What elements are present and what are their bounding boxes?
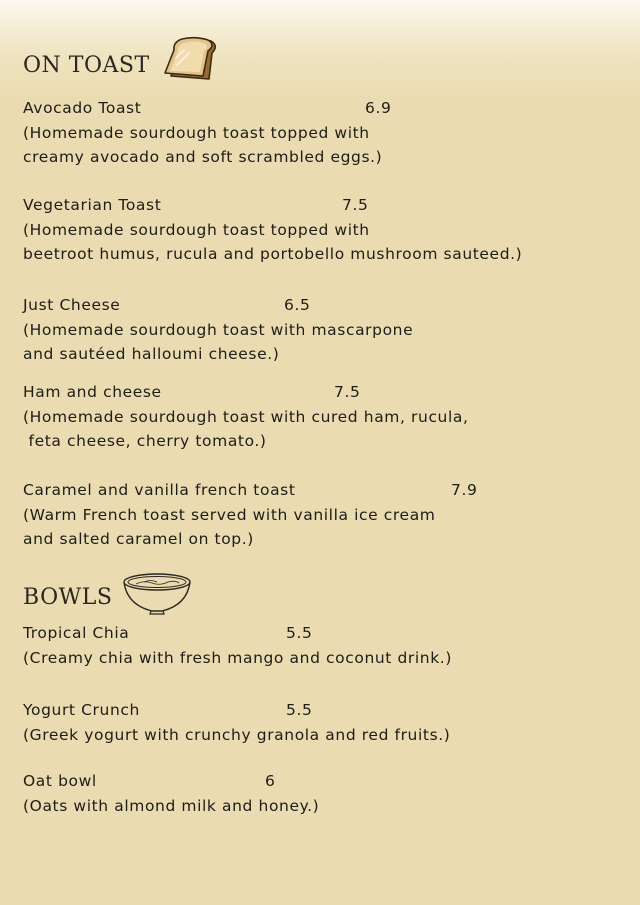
menu-item-ham-and-cheese (23, 380, 469, 454)
item-name: Vegetarian Toast (23, 196, 162, 214)
item-price: 7.5 (334, 383, 361, 401)
item-description: (Oats with almond milk and honey.) (23, 796, 320, 815)
item-name: Oat bowl (23, 772, 97, 790)
item-name: Just Cheese (23, 296, 121, 314)
item-description: (Creamy chia with fresh mango and coconut drink.) (23, 648, 452, 667)
item-name: Yogurt Crunch (23, 701, 140, 719)
item-description: (Greek yogurt with crunchy granola and red fruits.) (23, 725, 451, 744)
item-price: 7.5 (342, 196, 369, 214)
menu-item-avocado-toast (23, 96, 392, 170)
item-name: Tropical Chia (23, 624, 130, 642)
bowl-icon (122, 571, 192, 617)
section-title-bowls: BOWLS (23, 585, 113, 610)
section-title-on-toast: ON TOAST (23, 53, 150, 78)
item-price: 6.5 (284, 296, 311, 314)
item-description: (Homemade sourdough toast with cured ham, rucula, feta cheese, cherry tomato.) (23, 407, 469, 450)
item-name: Ham and cheese (23, 383, 162, 401)
item-price: 6 (265, 772, 276, 790)
item-description: (Homemade sourdough toast with mascarpone and sautéed halloumi cheese.) (23, 320, 414, 363)
item-name: Caramel and vanilla french toast (23, 481, 296, 499)
item-price: 6.9 (365, 99, 392, 117)
menu-item-tropical-chia (23, 621, 452, 670)
item-name: Avocado Toast (23, 99, 142, 117)
item-description: (Homemade sourdough toast topped with creamy avocado and soft scrambled eggs.) (23, 123, 383, 166)
item-description: (Warm French toast served with vanilla ice cream and salted caramel on top.) (23, 505, 436, 548)
item-price: 5.5 (286, 701, 313, 719)
menu-item-yogurt-crunch (23, 698, 450, 747)
menu-item-caramel-vanilla-french-toast (23, 478, 478, 552)
menu-item-oat-bowl (23, 769, 319, 818)
menu-item-just-cheese (23, 293, 413, 367)
item-price: 7.9 (451, 481, 478, 499)
toast-icon (162, 36, 218, 84)
menu-item-vegetarian-toast (23, 193, 522, 267)
item-price: 5.5 (286, 624, 313, 642)
item-description: (Homemade sourdough toast topped with beetroot humus, rucula and portobello mushroom sauteed.) (23, 220, 523, 263)
